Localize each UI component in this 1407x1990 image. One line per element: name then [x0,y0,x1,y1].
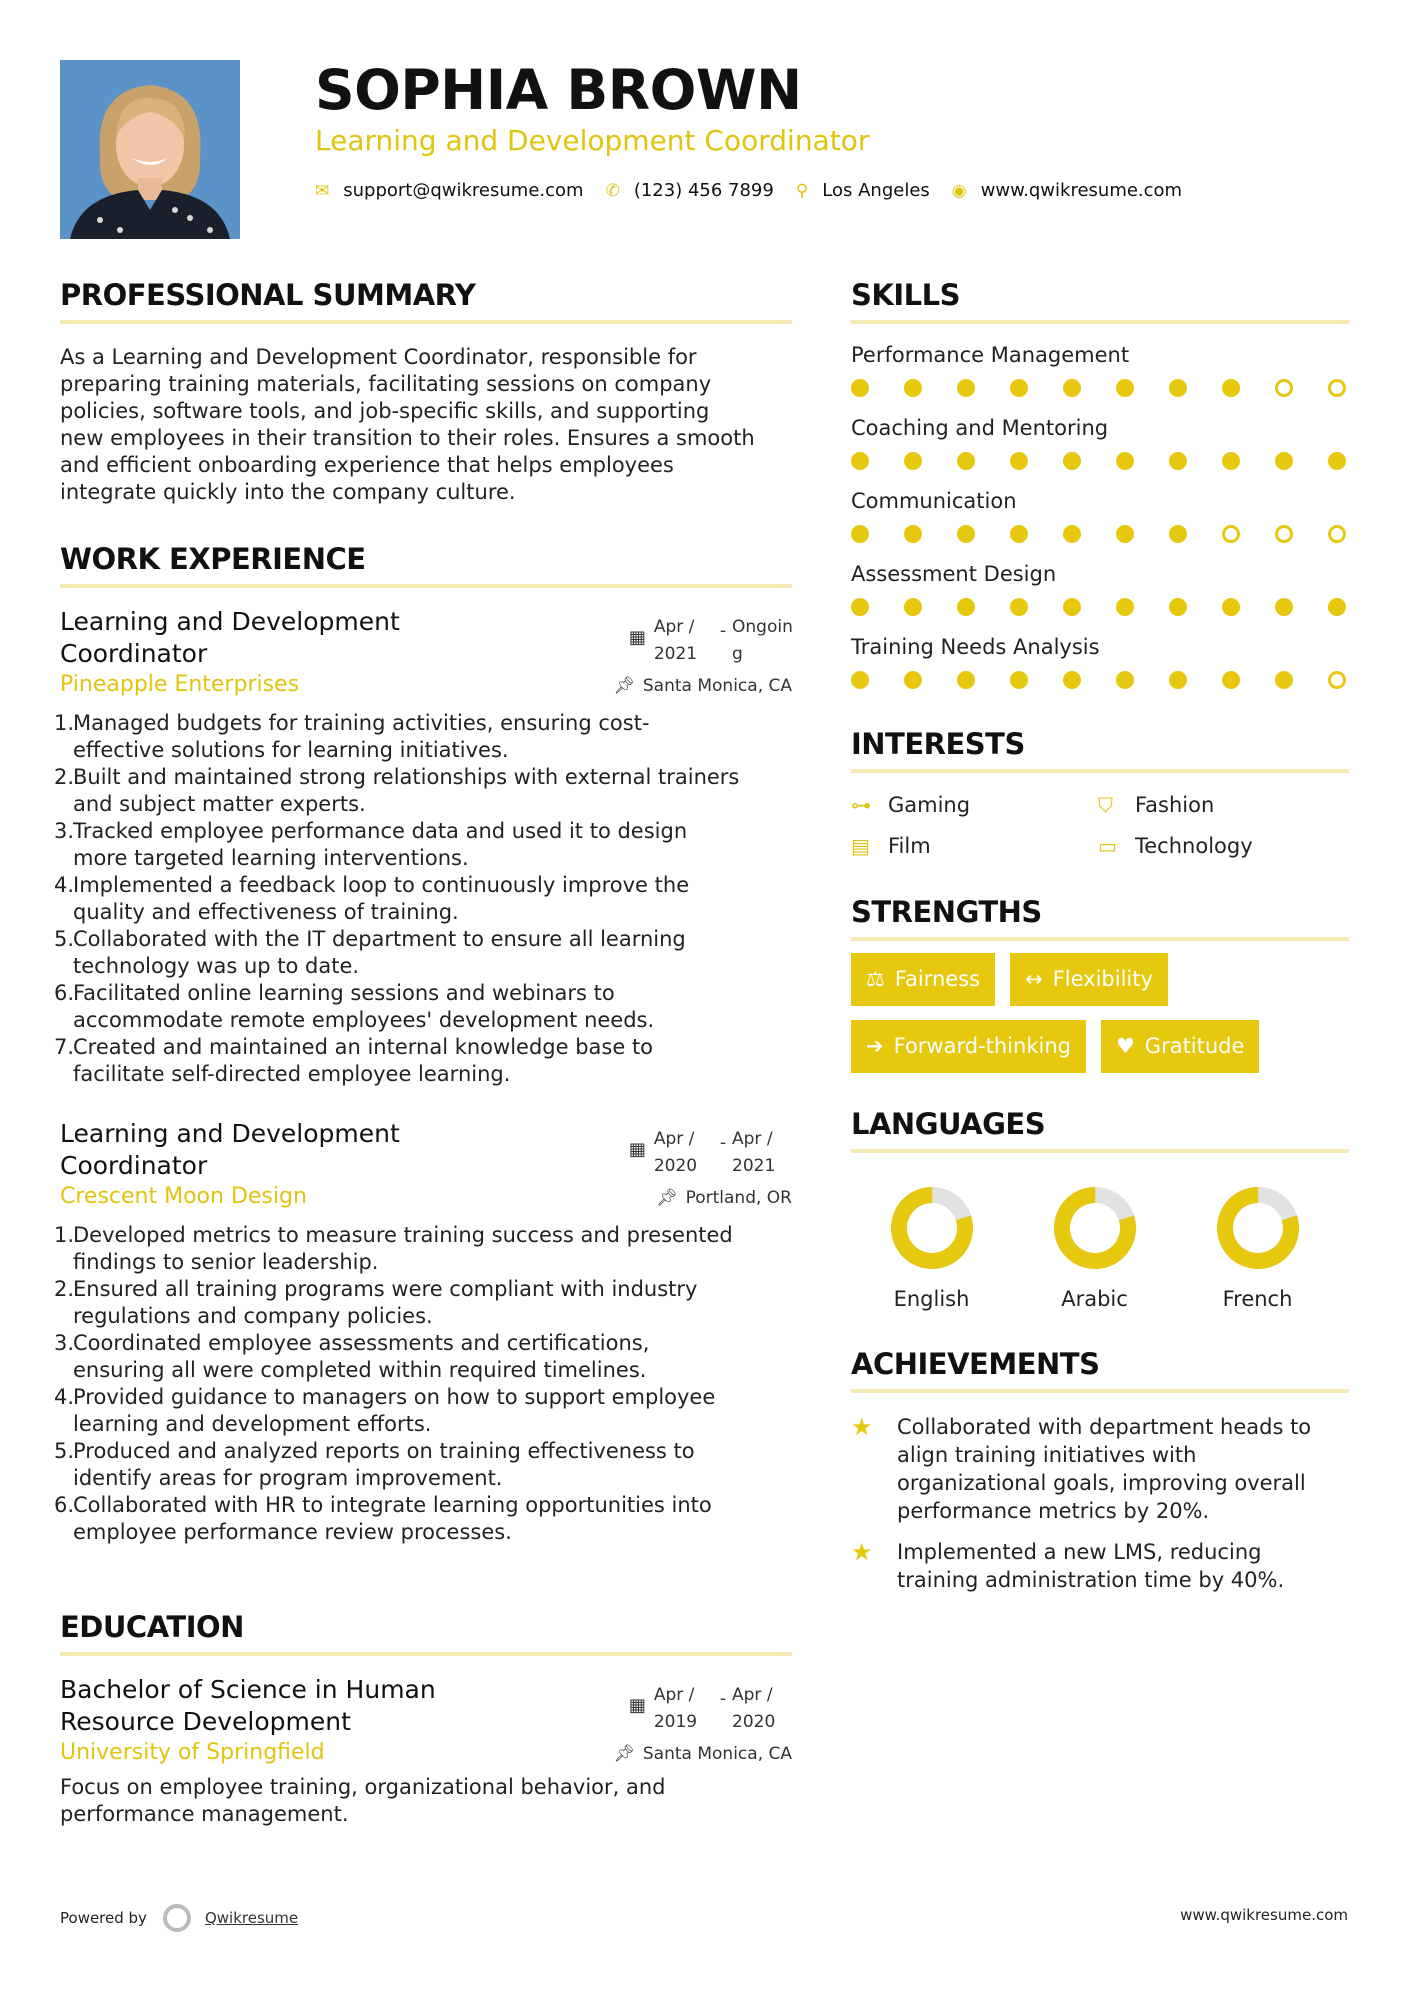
rating-dot-filled [1116,452,1134,470]
education-entry [60,1674,792,1828]
star-icon: ★ [851,1413,873,1441]
globe-icon: ◉ [951,180,967,201]
languages-heading: LANGUAGES [851,1107,1349,1153]
location-text: Los Angeles [822,180,930,201]
rating-dot-filled [1010,598,1028,616]
contact-phone[interactable] [606,180,774,201]
interests-heading: INTERESTS [851,727,1349,773]
rating-dot-filled [904,525,922,543]
rating-dot-filled [1275,671,1293,689]
rating-dot-filled [851,379,869,397]
ring-progress [1216,1186,1299,1269]
rating-dot-filled [1010,452,1028,470]
start-date: Apr / 2021 [653,617,698,664]
list-item: 6. Collaborated with HR to integrate learning opportunities into employee performance review processes. [54,1493,712,1544]
rating-dot-empty [1328,379,1346,397]
responsibility-list [54,710,792,1088]
job-title: Learning and Development Coordinator [60,607,400,668]
candidate-title: Learning and Development Coordinator [315,124,870,157]
strength-chip: ➔ Forward-thinking [851,1020,1086,1073]
list-item: 7. Created and maintained an internal knowledge base to facilitate self-directed employee learning. [54,1035,654,1086]
rating-dot-filled [904,598,922,616]
education-heading: EDUCATION [60,1610,792,1656]
rating-dot-filled [1275,598,1293,616]
rating-dot-filled [904,379,922,397]
rating-dot-filled [1222,379,1240,397]
rating-dot-filled [1063,598,1081,616]
list-item: 2. Ensured all training programs were compliant with industry regulations and company policies. [54,1277,698,1328]
rating-dot-filled [1222,598,1240,616]
strengths-list [851,953,1371,1087]
achievement-item: ★ Implemented a new LMS, reducing training administration time by 40%. [851,1538,1285,1592]
job-entry [54,1118,792,1546]
language-name: Arabic [1061,1287,1128,1311]
rating-dot-filled [904,671,922,689]
list-item: 1. Managed budgets for training activities, ensuring cost- effective solutions for learning initiatives. [54,711,650,762]
brand-link[interactable]: Qwikresume [204,1909,299,1927]
rating-dot-filled [1010,671,1028,689]
email-text: support@qwikresume.com [343,180,584,201]
rating-dot-filled [904,452,922,470]
rating-dot-filled [957,525,975,543]
education-dates: ▦ Apr / 2019 - Apr / 2020 [629,1682,792,1736]
strengths-heading: STRENGTHS [851,895,1349,941]
rating-dot-empty [1328,671,1346,689]
languages-list [851,1183,1349,1311]
rating-dot-filled [1116,525,1134,543]
calendar-icon: ▦ [628,627,646,648]
interest-item: ⛉ Fashion [1098,793,1215,817]
skill-rating [851,452,1346,470]
portrait-illustration [60,60,240,239]
candidate-name: SOPHIA BROWN [315,58,802,122]
list-item: 5. Produced and analyzed reports on training effectiveness to identify areas for program improvement. [54,1439,695,1490]
interest-item: ▭ Technology [1098,834,1253,858]
gamepad-icon: ⊶ [851,793,871,817]
language-ring [1050,1183,1140,1273]
list-item: 5. Collaborated with the IT department to ensure all learning technology was up to date. [54,927,686,978]
language-item [1175,1183,1340,1311]
job-title: Learning and Development Coordinator [60,1119,400,1180]
rating-dot-filled [851,452,869,470]
list-item: 4. Provided guidance to managers on how to support employee learning and development efforts. [54,1385,716,1436]
contact-website[interactable] [952,180,1182,201]
language-ring [1213,1183,1303,1273]
contact-bar [315,180,1204,201]
calendar-icon: ▦ [628,1695,646,1716]
contact-location [796,180,930,201]
language-item [849,1183,1014,1311]
rating-dot-filled [957,379,975,397]
phone-icon: ✆ [605,180,620,201]
list-item: 6. Facilitated online learning sessions and webinars to accommodate remote employees' development needs. [54,981,655,1032]
qwikresume-logo-icon [163,1904,191,1932]
ring-progress [1053,1186,1136,1269]
job-entry [54,606,793,1088]
company-name: Crescent Moon Design [60,1184,307,1209]
rating-dot-filled [1222,671,1240,689]
film-icon: ▤ [851,834,870,858]
achievements-heading: ACHIEVEMENTS [851,1347,1349,1393]
rating-dot-filled [1169,671,1187,689]
ring-progress [890,1186,973,1269]
heart-icon: ♥ [1115,1034,1135,1058]
pushpin-icon: 📌︎ [613,1744,635,1764]
rating-dot-empty [1328,525,1346,543]
school-name: University of Springfield [60,1740,325,1765]
rating-dot-filled [1116,671,1134,689]
footer-site-link[interactable]: www.qwikresume.com [1180,1906,1348,1924]
rating-dot-filled [1116,598,1134,616]
rating-dot-filled [1222,452,1240,470]
skills-list [851,343,1349,689]
balance-scale-icon: ⚖ [866,967,885,991]
contact-email[interactable] [315,180,584,201]
language-name: English [893,1287,970,1311]
shopping-bag-icon: ⛉ [1098,793,1113,817]
list-item: 4. Implemented a feedback loop to continuously improve the quality and effectiveness of training. [54,873,690,924]
skill-name: Performance Management [851,343,1130,367]
skill-name: Training Needs Analysis [851,635,1100,659]
skill-item [851,343,1349,397]
end-date: Apr / 2021 [732,1129,776,1176]
laptop-icon: ▭ [1098,834,1117,858]
achievement-item: ★ Collaborated with department heads to align training initiatives with organizational goals, improving overall performance metrics by 20%. [851,1413,1312,1523]
summary-heading: PROFESSIONAL SUMMARY [60,278,792,324]
skill-name: Assessment Design [851,562,1057,586]
skill-rating [851,379,1346,397]
rating-dot-filled [957,671,975,689]
rating-dot-filled [957,598,975,616]
envelope-icon: ✉ [315,180,330,201]
rating-dot-filled [1169,525,1187,543]
list-item: 2. Built and maintained strong relationships with external trainers and subject matter experts. [54,765,740,816]
arrows-horizontal-icon: ↔ [1025,967,1043,991]
skill-rating [851,671,1346,689]
start-date: Apr / 2020 [653,1129,698,1176]
skill-item [851,562,1349,616]
rating-dot-filled [1010,379,1028,397]
rating-dot-filled [851,525,869,543]
rating-dot-filled [1169,452,1187,470]
footer-powered-by: Powered by Qwikresume [60,1904,298,1932]
strength-chip: ♥ Gratitude [1101,1020,1259,1073]
start-date: Apr / 2019 [653,1685,698,1732]
profile-photo [60,60,240,239]
rating-dot-filled [1116,379,1134,397]
right-column [851,278,1349,1594]
rating-dot-filled [1275,452,1293,470]
school-location: 📌︎ Santa Monica, CA [613,1744,792,1764]
summary-text: As a Learning and Development Coordinator, responsible for preparing training materials, facilitating sessions on company policies, software tools, and job-specific skills, and supporting new employees in their transition to their roles. Ensures a smooth and efficient onboarding experience that helps employees integrate quickly into the company culture. [60,345,755,504]
rating-dot-filled [851,598,869,616]
end-date: Apr / 2020 [732,1685,776,1732]
interests-list [851,793,1349,858]
strength-chip: ↔ Flexibility [1010,953,1168,1006]
rating-dot-filled [957,452,975,470]
achievements-list [851,1413,1349,1594]
rating-dot-filled [1063,525,1081,543]
skill-item [851,635,1349,689]
skills-heading: SKILLS [851,278,1349,324]
star-icon: ★ [851,1538,873,1566]
pushpin-icon: 📌︎ [655,1188,678,1208]
rating-dot-empty [1222,525,1240,543]
skill-name: Communication [851,489,1017,513]
rating-dot-filled [1063,452,1081,470]
rating-dot-filled [1169,598,1187,616]
education-description: Focus on employee training, organizational behavior, and performance management. [60,1775,666,1826]
rating-dot-filled [851,671,869,689]
left-column [54,278,793,1828]
rating-dot-filled [1328,452,1346,470]
phone-text: (123) 456 7899 [633,180,774,201]
list-item: 3. Coordinated employee assessments and certifications, ensuring all were completed within required timelines. [54,1331,650,1382]
website-text: www.qwikresume.com [980,180,1183,201]
rating-dot-filled [1169,379,1187,397]
rating-dot-empty [1275,525,1293,543]
company-name: Pineapple Enterprises [60,672,300,697]
list-item: 3. Tracked employee performance data and used it to design more targeted learning interventions. [54,819,688,870]
job-location: 📌︎ Portland, OR [655,1188,792,1208]
arrow-right-icon: ➔ [866,1034,884,1058]
job-dates: ▦ Apr / 2021 - Ongoin g [629,614,792,668]
language-name: French [1222,1287,1293,1311]
map-pin-icon: ⚲ [795,180,809,201]
degree-title: Bachelor of Science in Human Resource Development [60,1675,436,1736]
job-dates: ▦ Apr / 2020 - Apr / 2021 [629,1126,792,1180]
job-location: 📌︎ Santa Monica, CA [613,676,792,696]
rating-dot-filled [1063,379,1081,397]
rating-dot-filled [1063,671,1081,689]
strength-chip: ⚖ Fairness [851,953,995,1006]
interest-item: ⊶ Gaming [851,793,971,817]
list-item: 1. Developed metrics to measure training success and presented findings to senior leadership. [54,1223,733,1274]
experience-heading: WORK EXPERIENCE [60,542,792,588]
skill-rating [851,598,1346,616]
language-item [1012,1183,1177,1311]
language-ring [887,1183,977,1273]
rating-dot-filled [1010,525,1028,543]
skill-name: Coaching and Mentoring [851,416,1109,440]
end-date: Ongoin g [732,617,793,664]
rating-dot-empty [1275,379,1293,397]
calendar-icon: ▦ [628,1139,646,1160]
skill-item [851,416,1349,470]
interest-item: ▤ Film [851,834,931,858]
pushpin-icon: 📌︎ [613,676,635,696]
skill-item [851,489,1349,543]
rating-dot-filled [1328,598,1346,616]
responsibility-list [54,1222,792,1546]
skill-rating [851,525,1346,543]
